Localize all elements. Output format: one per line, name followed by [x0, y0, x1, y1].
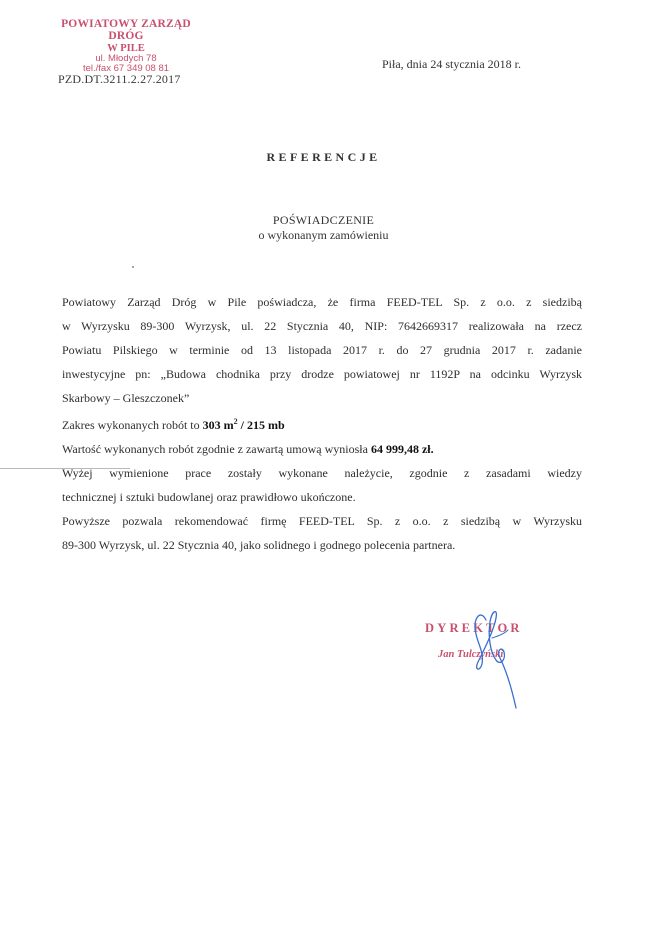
office-stamp	[50, 18, 202, 74]
stamp-line-3: ul. Młodych 78	[95, 53, 157, 65]
scope-superscript: 2	[233, 417, 238, 426]
value-prefix: Wartość wykonanych robót zgodnie z zawartą umową wyniosła	[62, 442, 371, 456]
letter-body	[62, 290, 582, 557]
stamp-line-4: tel./fax 67 349 08 81	[82, 63, 170, 75]
scope-suffix: / 215 mb	[237, 418, 285, 432]
body-line: Powyższe pozwala rekomendować firmę FEED-TEL Sp. z o.o. z siedzibą w Wyrzysku	[62, 514, 582, 528]
signatory-title: DYREKTOR	[425, 621, 523, 635]
body-line: Powiatowy Zarząd Dróg w Pile poświadcza, że firma FEED-TEL Sp. z o.o. z siedzibą	[62, 295, 582, 309]
stamp-line-1: POWIATOWY ZARZĄD DRÓG	[61, 18, 191, 43]
place-date: Piła, dnia 24 stycznia 2018 r.	[382, 57, 521, 71]
body-line: inwestycyjne pn: „Budowa chodnika przy drodze powiatowej nr 1192P na odcinku Wyrzysk	[62, 367, 582, 381]
value-line	[62, 437, 582, 461]
scope-value: 303 m	[202, 418, 234, 432]
body-line: Powiatu Pilskiego w terminie od 13 listopada 2017 r. do 27 grudnia 2017 r. zadanie	[62, 343, 582, 357]
signatory-name: Jan Tulczyński	[438, 649, 504, 660]
body-line: Wyżej wymienione prace zostały wykonane należycie, zgodnie z zasadami wiedzy	[62, 466, 582, 480]
value-amount: 64 999,48 zł.	[370, 442, 434, 456]
certificate-line-1: POŚWIADCZENIE	[272, 213, 375, 227]
certificate-line-2: o wykonanym zamówieniu	[258, 228, 389, 242]
scope-line	[62, 410, 582, 437]
stamp-line-2: W PILE	[107, 43, 145, 55]
body-line: 89-300 Wyrzysk, ul. 22 Stycznia 40, jako solidnego i godnego polecenia partnera.	[62, 538, 456, 552]
certificate-heading	[0, 213, 647, 243]
body-line: Skarbowy – Gleszczonek”	[62, 391, 190, 405]
document-title: REFERENCJE	[266, 150, 381, 164]
scan-speck	[132, 266, 134, 268]
body-line: technicznej i sztuki budowlanej oraz prawidłowo ukończone.	[62, 490, 356, 504]
reference-number: PZD.DT.3211.2.27.2017	[58, 72, 181, 86]
scope-prefix: Zakres wykonanych robót to	[62, 418, 203, 432]
handwritten-signature	[466, 600, 526, 710]
body-line: w Wyrzysku 89-300 Wyrzysk, ul. 22 Stycznia 40, NIP: 7642669317 realizowała na rzecz	[62, 319, 582, 333]
